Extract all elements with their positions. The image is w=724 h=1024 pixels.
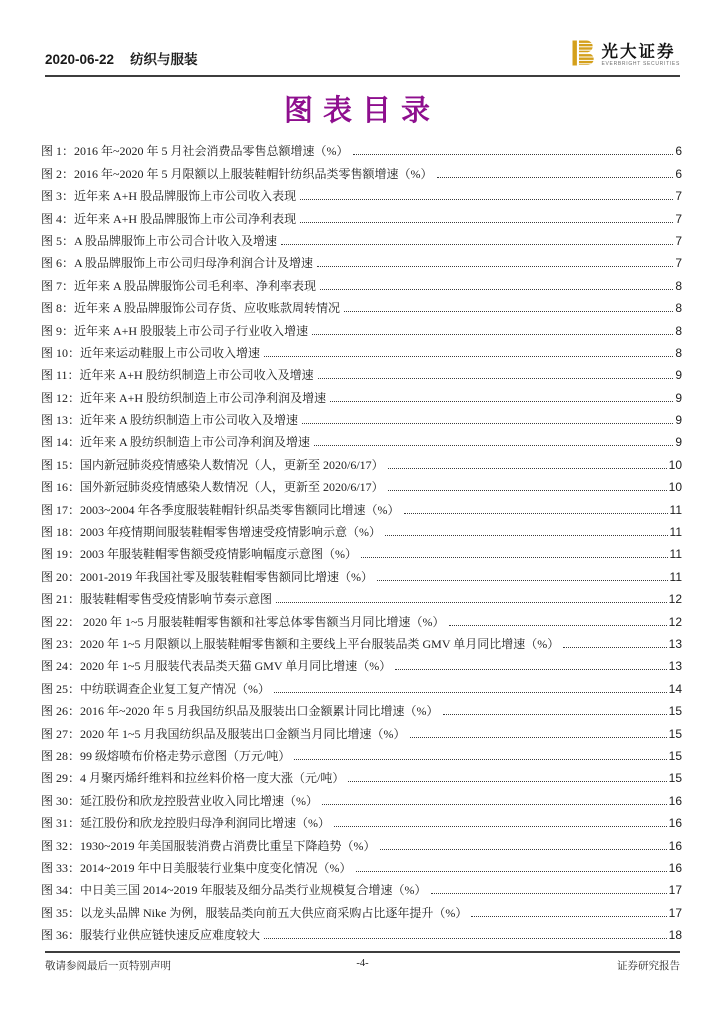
toc-leader-dots: [377, 580, 668, 581]
toc-entry-page: 6: [675, 166, 682, 181]
page-header: [45, 40, 680, 77]
toc-leader-dots: [294, 759, 666, 760]
toc-leader-dots: [344, 311, 673, 312]
toc-leader-dots: [276, 602, 667, 603]
toc-leader-dots: [388, 490, 667, 491]
toc-entry-label: 图 19：2003 年服装鞋帽零售额受疫情影响幅度示意图（%）: [41, 547, 357, 562]
toc-entry-label: 图 10：近年来运动鞋服上市公司收入增速: [41, 345, 261, 360]
toc-entry[interactable]: [41, 607, 682, 629]
toc-leader-dots: [563, 647, 666, 648]
toc-entry[interactable]: [41, 809, 682, 831]
toc-entry-page: 15: [668, 771, 682, 786]
toc-entry-label: 图 24：2020 年 1~5 月服装代表品类天猫 GMV 单月同比增速（%）: [41, 659, 392, 674]
toc-leader-dots: [274, 692, 667, 693]
toc-leader-dots: [361, 557, 668, 558]
toc-entry[interactable]: [41, 271, 682, 293]
toc-entry[interactable]: [41, 764, 682, 786]
toc-leader-dots: [431, 893, 667, 894]
toc-entry-page: 13: [668, 636, 682, 651]
toc-entry[interactable]: [41, 697, 682, 719]
toc-entry-page: 9: [675, 368, 682, 383]
toc-entry-label: 图 32：1930~2019 年美国服装消费占消费比重呈下降趋势（%）: [41, 838, 376, 853]
toc-entry[interactable]: [41, 630, 682, 652]
toc-entry-page: 17: [668, 883, 682, 898]
toc-entry-label: 图 4：近年来 A+H 股品牌服饰上市公司净利表现: [41, 211, 297, 226]
everbright-logo-icon: [572, 40, 597, 71]
everbright-logo: [572, 40, 680, 72]
page-footer: [45, 951, 680, 973]
toc-leader-dots: [320, 289, 673, 290]
toc-entry[interactable]: [41, 652, 682, 674]
toc-leader-dots: [385, 535, 668, 536]
toc-leader-dots: [404, 513, 668, 514]
header-left: [45, 48, 198, 72]
toc-entry-label: 图 13：近年来 A 股纺织制造上市公司收入及增速: [41, 413, 299, 428]
toc-entry[interactable]: [41, 294, 682, 316]
toc-entry-page: 15: [668, 748, 682, 763]
toc-entry[interactable]: [41, 182, 682, 204]
toc-leader-dots: [449, 625, 667, 626]
toc-leader-dots: [471, 916, 666, 917]
toc-leader-dots: [312, 334, 673, 335]
toc-entry[interactable]: [41, 204, 682, 226]
footer-disclaimer: 敬请参阅最后一页特别声明: [45, 961, 171, 972]
toc-entry-label: 图 36：服装行业供应链快速反应难度较大: [41, 928, 261, 943]
toc-entry-page: 9: [675, 413, 682, 428]
toc-entry-page: 11: [669, 547, 682, 562]
toc-entry[interactable]: [41, 854, 682, 876]
toc-entry[interactable]: [41, 742, 682, 764]
toc-entry-page: 11: [669, 569, 682, 584]
toc-entry-label: 图 5：A 股品牌服饰上市公司合计收入及增速: [41, 233, 278, 248]
toc-entry[interactable]: [41, 831, 682, 853]
toc-entry-label: 图 1：2016 年~2020 年 5 月社会消费品零售总额增速（%）: [41, 144, 349, 159]
toc-entry-page: 14: [668, 681, 682, 696]
toc-entry[interactable]: [41, 921, 682, 943]
toc-entry[interactable]: [41, 898, 682, 920]
toc-entry-label: 图 9：近年来 A+H 股服装上市公司子行业收入增速: [41, 323, 309, 338]
toc-entry-page: 9: [675, 435, 682, 450]
toc-entry[interactable]: [41, 428, 682, 450]
toc-entry-label: 图 16：国外新冠肺炎疫情感染人数情况（人，更新至 2020/6/17）: [41, 480, 384, 495]
toc-entry-page: 18: [668, 928, 682, 943]
toc-entry[interactable]: [41, 495, 682, 517]
toc-entry-page: 15: [668, 726, 682, 741]
toc-leader-dots: [302, 423, 673, 424]
toc-leader-dots: [318, 378, 674, 379]
toc-entry[interactable]: [41, 339, 682, 361]
toc-entry[interactable]: [41, 159, 682, 181]
toc-leader-dots: [437, 177, 674, 178]
toc-entry-label: 图 20：2001-2019 年我国社零及服装鞋帽零售额同比增速（%）: [41, 569, 373, 584]
toc-leader-dots: [264, 356, 673, 357]
toc-entry-label: 图 3：近年来 A+H 股品牌服饰上市公司收入表现: [41, 189, 297, 204]
toc-entry-page: 15: [668, 704, 682, 719]
toc-entry[interactable]: [41, 518, 682, 540]
toc-entry-label: 图 7：近年来 A 股品牌服饰公司毛利率、净利率表现: [41, 278, 317, 293]
toc-leader-dots: [353, 154, 674, 155]
toc-list: [41, 137, 682, 943]
toc-entry[interactable]: [41, 383, 682, 405]
toc-entry[interactable]: [41, 786, 682, 808]
toc-entry-page: 12: [668, 592, 682, 607]
toc-entry-page: 8: [675, 345, 682, 360]
toc-entry-page: 12: [668, 614, 682, 629]
logo-company-subtitle: EVERBRIGHT SECURITIES: [601, 61, 680, 68]
toc-entry-label: 图 27：2020 年 1~5 月我国纺织品及服装出口金额当月同比增速（%）: [41, 726, 406, 741]
toc-entry[interactable]: [41, 249, 682, 271]
footer-report-type: 证券研究报告: [617, 961, 680, 972]
toc-leader-dots: [264, 938, 667, 939]
page-number: -4-: [356, 958, 369, 969]
toc-entry-page: 7: [675, 233, 682, 248]
toc-entry[interactable]: [41, 719, 682, 741]
logo-company-name: 光大证券: [601, 41, 676, 61]
toc-entry-label: 图 21：服装鞋帽零售受疫情影响节奏示意图: [41, 592, 273, 607]
toc-entry[interactable]: [41, 876, 682, 898]
toc-entry-label: 图 34：中日美三国 2014~2019 年服装及细分品类行业规模复合增速（%）: [41, 883, 427, 898]
toc-title: 图表目录: [283, 95, 440, 127]
toc-entry-label: 图 2：2016 年~2020 年 5 月限额以上服装鞋帽针纺织品类零售额增速（%）: [41, 166, 433, 181]
toc-leader-dots: [348, 781, 666, 782]
toc-entry-label: 图 8：近年来 A 股品牌服饰公司存货、应收账款周转情况: [41, 301, 341, 316]
toc-entry-label: 图 30：延江股份和欣龙控股营业收入同比增速（%）: [41, 793, 318, 808]
toc-entry-page: 16: [668, 838, 682, 853]
toc-leader-dots: [300, 199, 673, 200]
toc-entry[interactable]: [41, 450, 682, 472]
toc-entry-page: 11: [669, 502, 682, 517]
toc-entry-label: 图 22： 2020 年 1~5 月服装鞋帽零售额和社零总体零售额当月同比增速（%）: [41, 614, 445, 629]
toc-entry[interactable]: [41, 227, 682, 249]
toc-entry-page: 16: [668, 860, 682, 875]
toc-entry-page: 7: [675, 189, 682, 204]
toc-entry-page: 8: [675, 323, 682, 338]
toc-entry-label: 图 18：2003 年疫情期间服装鞋帽零售增速受疫情影响示意（%）: [41, 525, 381, 540]
toc-entry-label: 图 28：99 级熔喷布价格走势示意图（万元/吨）: [41, 748, 291, 763]
toc-entry-page: 11: [669, 525, 682, 540]
toc-entry-label: 图 12：近年来 A+H 股纺织制造上市公司净利润及增速: [41, 390, 327, 405]
toc-entry-page: 17: [668, 905, 682, 920]
toc-entry-label: 图 33：2014~2019 年中日美服装行业集中度变化情况（%）: [41, 860, 352, 875]
toc-entry-page: 8: [675, 301, 682, 316]
toc-entry-page: 7: [675, 256, 682, 271]
toc-leader-dots: [443, 714, 667, 715]
toc-leader-dots: [334, 826, 667, 827]
logo-text: [601, 41, 680, 68]
industry-label: 纺织与服装: [130, 52, 198, 67]
toc-leader-dots: [314, 445, 673, 446]
toc-entry-label: 图 29：4 月聚丙烯纤维料和拉丝料价格一度大涨（元/吨）: [41, 771, 345, 786]
toc-entry-label: 图 14：近年来 A 股纺织制造上市公司净利润及增速: [41, 435, 311, 450]
toc-leader-dots: [380, 849, 667, 850]
toc-entry-page: 10: [668, 457, 682, 472]
toc-entry-page: 7: [675, 211, 682, 226]
toc-leader-dots: [300, 222, 673, 223]
toc-entry-label: 图 26：2016 年~2020 年 5 月我国纺织品及服装出口金额累计同比增速（%）: [41, 704, 439, 719]
toc-entry-page: 8: [675, 278, 682, 293]
toc-entry[interactable]: [41, 540, 682, 562]
toc-leader-dots: [330, 401, 673, 402]
toc-entry-label: 图 17：2003~2004 年各季度服装鞋帽针织品类零售额同比增速（%）: [41, 502, 400, 517]
toc-entry-page: 9: [675, 390, 682, 405]
toc-leader-dots: [317, 266, 673, 267]
toc-entry[interactable]: [41, 562, 682, 584]
toc-entry-label: 图 11：近年来 A+H 股纺织制造上市公司收入及增速: [41, 368, 314, 383]
report-date: 2020-06-22: [45, 52, 115, 67]
toc-entry-page: 6: [675, 144, 682, 159]
toc-entry-page: 10: [668, 480, 682, 495]
toc-entry[interactable]: [41, 406, 682, 428]
toc-entry-label: 图 25：中纺联调查企业复工复产情况（%）: [41, 681, 270, 696]
toc-leader-dots: [410, 737, 667, 738]
toc-entry-label: 图 6：A 股品牌服饰上市公司归母净利润合计及增速: [41, 256, 314, 271]
toc-entry[interactable]: [41, 585, 682, 607]
toc-entry[interactable]: [41, 361, 682, 383]
toc-leader-dots: [322, 804, 667, 805]
toc-entry[interactable]: [41, 674, 682, 696]
toc-entry-label: 图 31：延江股份和欣龙控股归母净利润同比增速（%）: [41, 816, 330, 831]
toc-entry-label: 图 23：2020 年 1~5 月限额以上服装鞋帽零售额和主要线上平台服装品类 GMV 单月同比增速（%）: [41, 636, 560, 651]
toc-entry-page: 13: [668, 659, 682, 674]
toc-entry-page: 16: [668, 793, 682, 808]
toc-entry-label: 图 15：国内新冠肺炎疫情感染人数情况（人，更新至 2020/6/17）: [41, 457, 384, 472]
toc-leader-dots: [356, 871, 667, 872]
toc-entry-label: 图 35：以龙头品牌 Nike 为例，服装品类向前五大供应商采购占比逐年提升（%）: [41, 905, 468, 920]
toc-entry[interactable]: [41, 473, 682, 495]
toc-leader-dots: [388, 468, 667, 469]
toc-leader-dots: [395, 669, 666, 670]
toc-leader-dots: [281, 244, 673, 245]
toc-entry[interactable]: [41, 137, 682, 159]
toc-entry[interactable]: [41, 316, 682, 338]
toc-entry-page: 16: [668, 816, 682, 831]
